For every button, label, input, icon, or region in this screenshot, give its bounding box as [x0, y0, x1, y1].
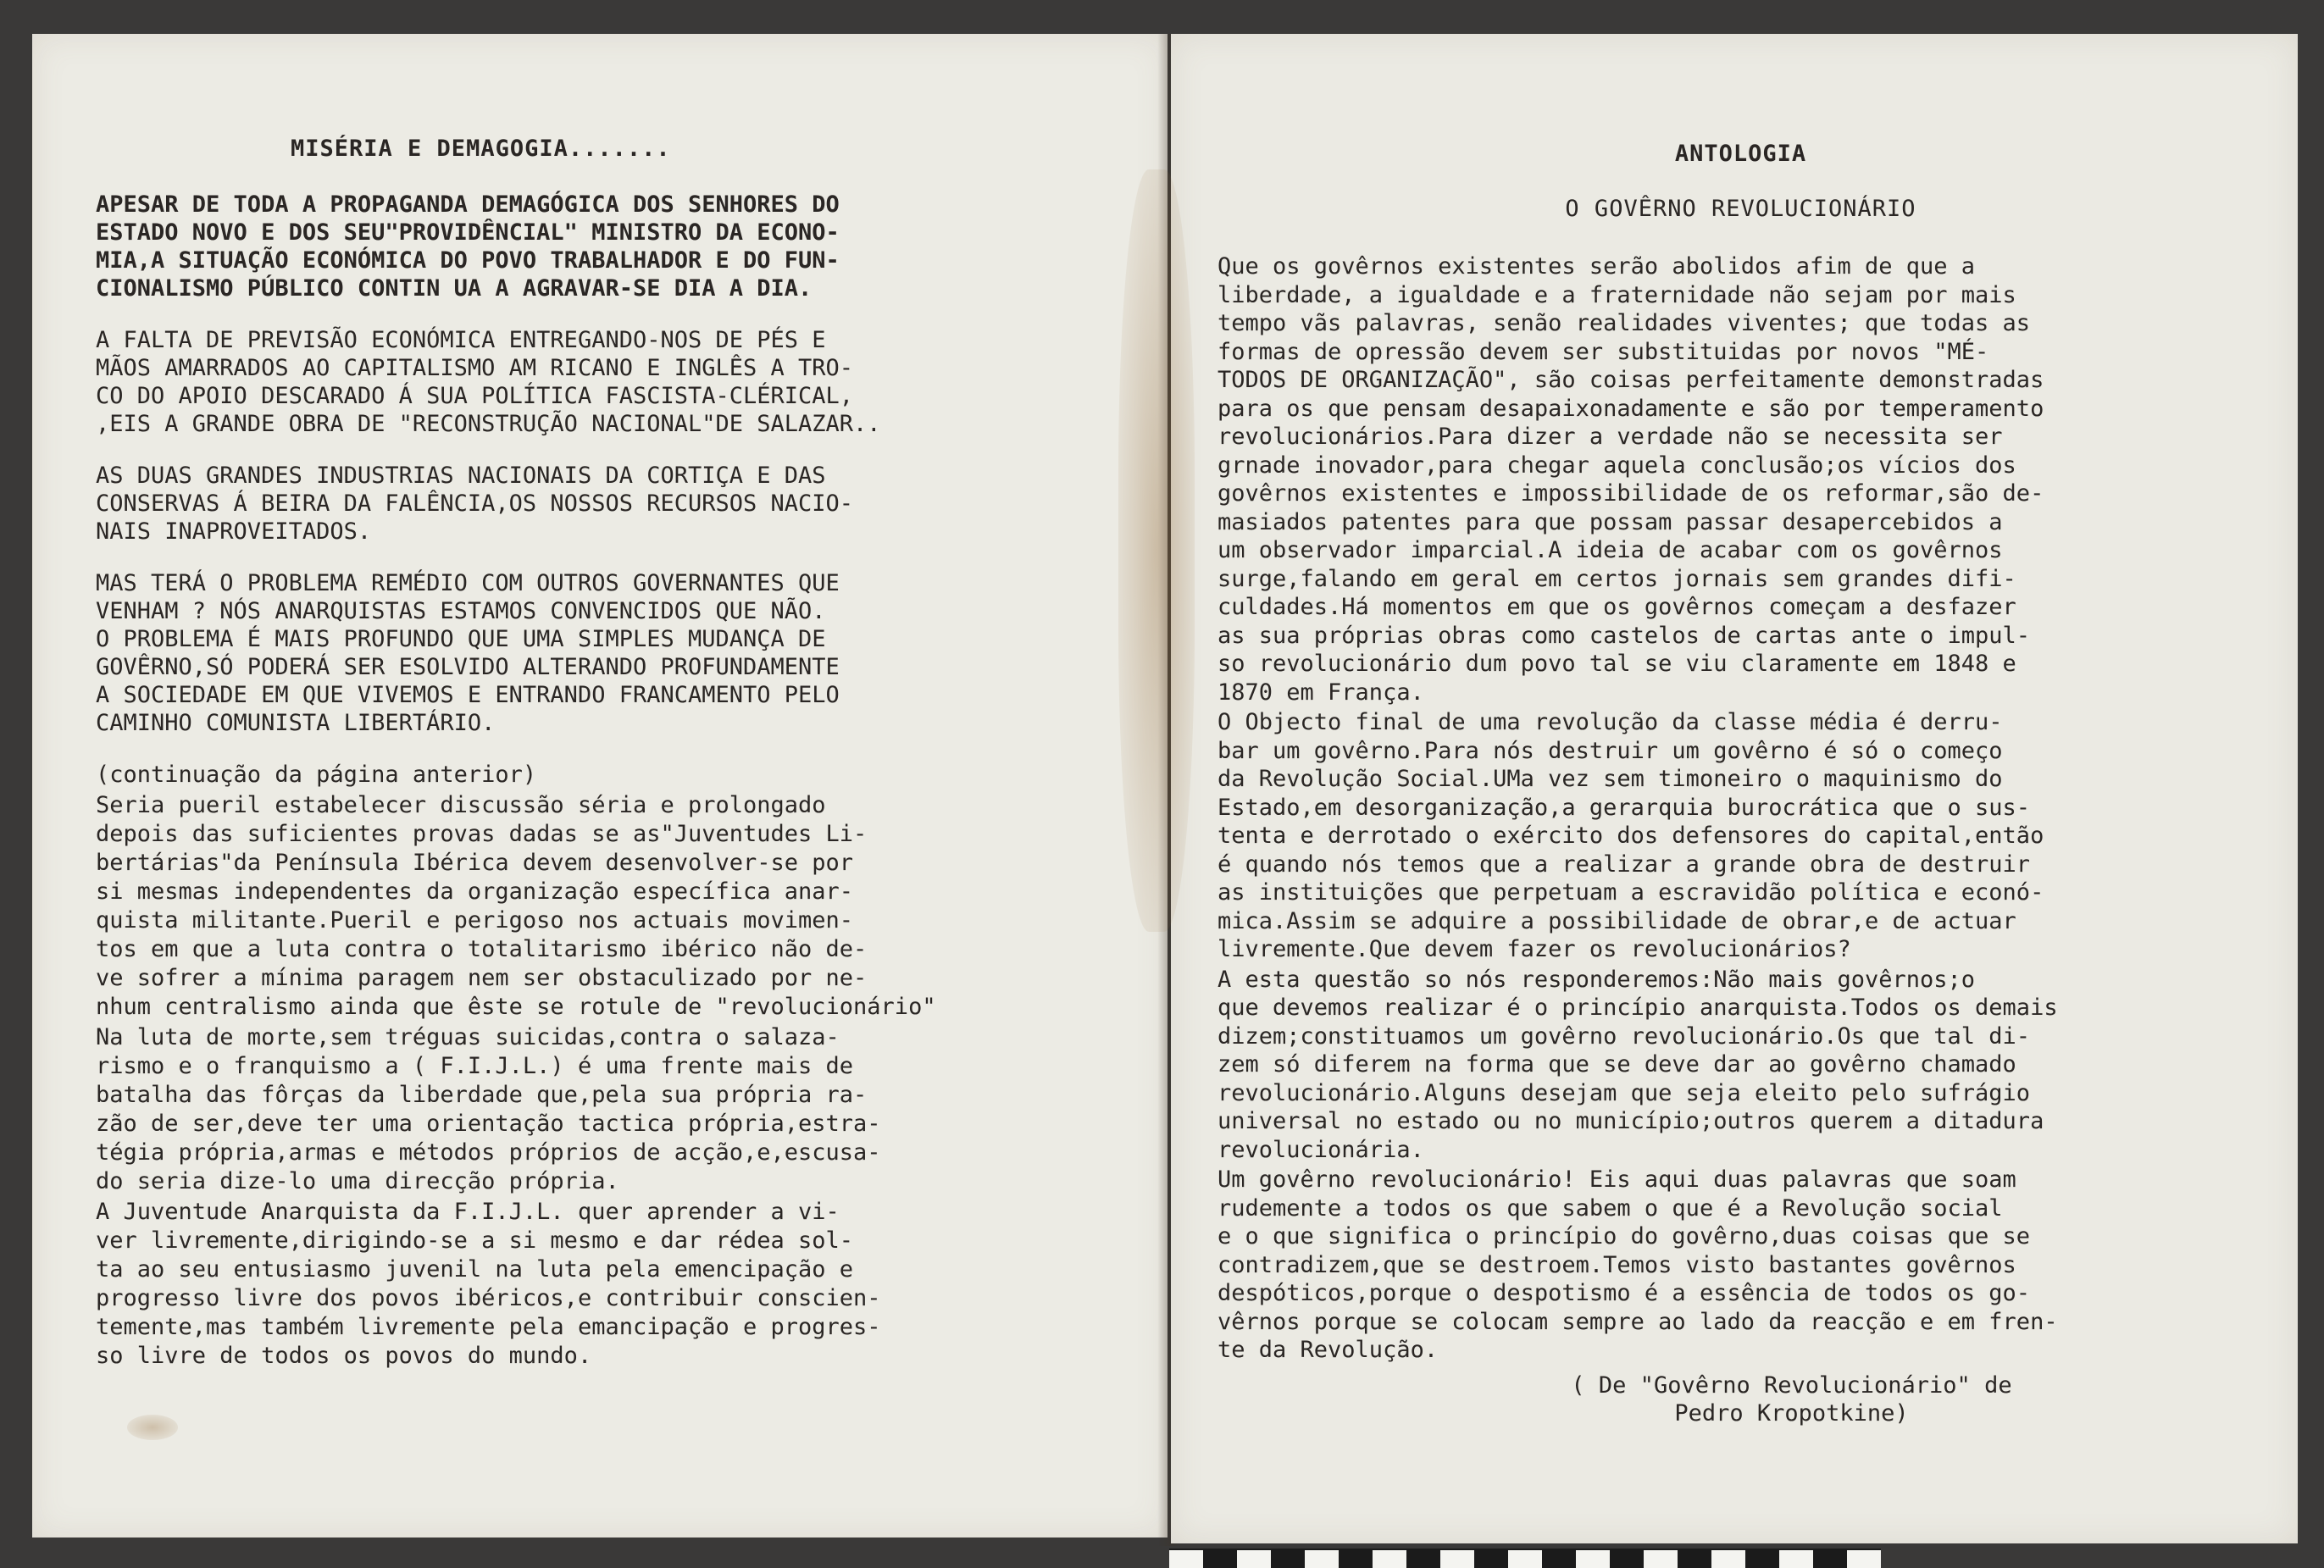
left-paragraph-1: APESAR DE TODA A PROPAGANDA DEMAGÓGICA DOS SENHORES DO ESTADO NOVO E DOS SEU"PROVIDÊNCIAL" MINISTRO DA ECONO- MIA,A SITUAÇÃO ECONÓMICA DO POVO TRABALHADOR E DO FUN- CIONALISMO PÚBLICO CONTIN UA A AGRAVAR-SE DIA A DIA.: [96, 191, 840, 302]
right-paragraph-2: O Objecto final de uma revolução da classe média é derru- bar um govêrno.Para nós destruir um govêrno é só o começo da Revolução Social.UMa vez sem timoneiro o maquinismo do Estado,em desorganização,a gerarquia burocrática que o sus- tenta e derrotado o exército dos defensores do capital,então é quando nós temos que a realizar a grande obra de destruir as instituições que perpetuam a escravidão política e econó- mica.Assim se adquire a possibilidade de obrar,e de actuar livremente.Que devem fazer os revolucionários?: [1217, 709, 2044, 962]
right-paragraph-4: Um govêrno revolucionário! Eis aqui duas palavras que soam rudemente a todos os que sabem o que é a Revolução social e o que significa o princípio do govêrno,duas coisas que se contradizem,que se destroem.Temos visto bastantes govêrnos despóticos,porque o despotismo é a essência de todos os go- vêrnos porque se colocam sempre ao lado da reacção e em fren- te da Revolução.: [1217, 1166, 2058, 1363]
right-page-title: ANTOLOGIA: [1674, 141, 1807, 167]
scale-ruler: [1169, 1549, 1881, 1568]
right-paragraph-3: A esta questão so nós responderemos:Não mais govêrnos;o que devemos realizar é o princípio anarquista.Todos os demais dizem;constituamos um govêrno revolucionário.Os que tal di- zem só diferem na forma que se deve dar ao govêrno chamado revolucionário.Alguns desejam que seja eleito pelo sufrágio universal no estado ou no município;outros querem a ditadura revolucionária.: [1217, 966, 2058, 1163]
continuation-paragraph-1: Seria pueril estabelecer discussão séria e prolongado depois das suficientes provas dadas se as"Juventudes Li- bertárias"da Península Ibérica devem desenvolver-se por si mesmas independentes da organização específica anar- quista militante.Pueril e perigoso nos actuais movimen- tos em que a luta contra o totalitarismo ibérico não de- ve sofrer a mínima paragem nem ser obstaculizado por ne- nhum centralismo ainda que êste se rotule de "revolucionário": [96, 792, 936, 1020]
paper-stain: [1118, 169, 1195, 932]
left-page: [32, 34, 1168, 1538]
left-paragraph-4: MAS TERÁ O PROBLEMA REMÉDIO COM OUTROS GOVERNANTES QUE VENHAM ? NÓS ANARQUISTAS ESTAMOS CONVENCIDOS QUE NÃO. O PROBLEMA É MAIS PROFUNDO QUE UMA SIMPLES MUDANÇA DE GOVÊRNO,SÓ PODERÁ SER ESOLVIDO ALTERANDO PROFUNDAMENTE A SOCIEDADE EM QUE VIVEMOS E ENTRANDO FRANCAMENTO PELO CAMINHO COMUNISTA LIBERTÁRIO.: [96, 570, 840, 736]
paper-stain: [127, 1415, 178, 1440]
attribution: ( De "Govêrno Revolucionário" de Pedro Kropotkine): [1571, 1371, 2012, 1427]
right-paragraph-1: Que os govêrnos existentes serão abolidos afim de que a liberdade, a igualdade e a fraternidade não sejam por mais tempo vãs palavras, senão realidades viventes; que todas as formas de opressão devem ser substituidas por novos "MÉ- TODOS DE ORGANIZAÇÃO", são coisas perfeitamente demonstradas para os que pensam desapaixonadamente e são por temperamento revolucionários.Para dizer a verdade não se necessita ser grnade inovador,para chegar aquela conclusão;os vícios dos govêrnos existentes e impossibilidade de os reformar,são de- masiados patentes para que possam passar desapercebidos a um observador imparcial.A ideia de acabar com os govêrnos surge,falando em geral em certos jornais sem grandes difi- culdades.Há momentos em que os govêrnos começam a desfazer as sua próprias obras como castelos de cartas ante o impul- so revolucionário dum povo tal se viu claramente em 1848 e 1870 em França.: [1217, 253, 2044, 706]
left-page-title: MISÉRIA E DEMAGOGIA.......: [291, 136, 671, 162]
continuation-label: (continuação da página anterior): [96, 762, 537, 788]
right-page-subtitle: O GOVÊRNO REVOLUCIONÁRIO: [1565, 196, 1916, 222]
left-paragraph-2: A FALTA DE PREVISÃO ECONÓMICA ENTREGANDO-NOS DE PÉS E MÃOS AMARRADOS AO CAPITALISMO AM RICANO E INGLÊS A TRO- CO DO APOIO DESCARADO Á SUA POLÍTICA FASCISTA-CLÉRICAL, ,EIS A GRANDE OBRA DE "RECONSTRUÇÃO NACIONAL"DE SALAZAR..: [96, 327, 881, 437]
left-paragraph-3: AS DUAS GRANDES INDUSTRIAS NACIONAIS DA CORTIÇA E DAS CONSERVAS Á BEIRA DA FALÊNCIA,OS NOSSOS RECURSOS NACIO- NAIS INAPROVEITADOS.: [96, 463, 854, 545]
continuation-paragraph-3: A Juventude Anarquista da F.I.J.L. quer aprender a vi- ver livremente,dirigindo-se a si mesmo e dar rédea sol- ta ao seu entusiasmo juvenil na luta pela emencipação e progresso livre dos povos ibéricos,e contribuir conscien- temente,mas também livremente pela emancipação e progres- so livre de todos os povos do mundo.: [96, 1199, 881, 1369]
continuation-paragraph-2: Na luta de morte,sem tréguas suicidas,contra o salaza- rismo e o franquismo a ( F.I.J.L.) é uma frente mais de batalha das fôrças da liberdade que,pela sua própria ra- zão de ser,deve ter uma orientação tactica própria,estra- tégia própria,armas e métodos próprios de acção,e,escusa- do seria dize-lo uma direcção própria.: [96, 1024, 881, 1194]
right-page: [1171, 34, 2298, 1543]
